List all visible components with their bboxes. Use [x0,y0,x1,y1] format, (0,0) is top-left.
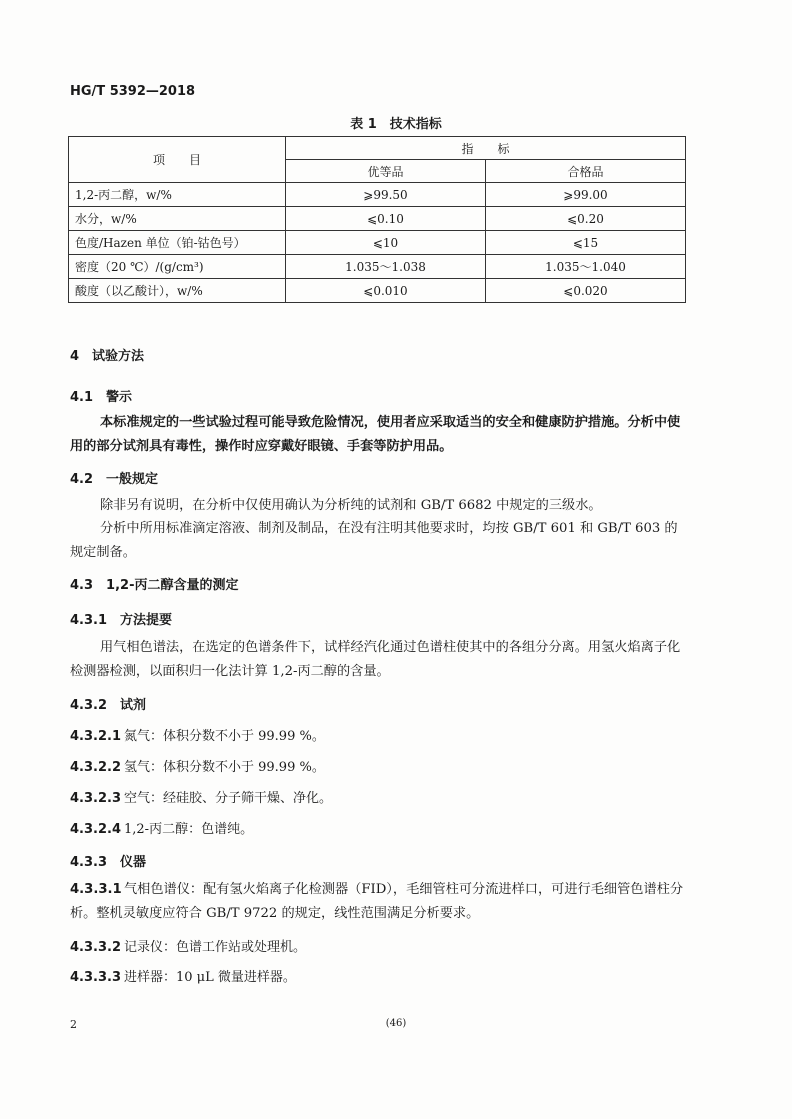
item-number: 4.3.3.1 [70,882,122,897]
table-row [69,255,686,279]
section-title: 警示 [106,390,133,405]
row-item: 密度（20 ℃）/(g/cm³) [69,255,286,279]
section-title: 1,2-丙二醇含量的测定 [106,578,239,593]
reagent-item [70,756,325,775]
instrument-item [70,878,690,926]
table-row [69,207,686,231]
col-header-grade2: 合格品 [486,160,686,183]
page-number: 2 [70,1018,77,1031]
section-number: 4.3 [70,578,94,593]
page-center-mark: (46) [385,1018,407,1029]
row-grade1: 1.035～1.038 [286,255,486,279]
instrument-item [70,936,306,955]
item-text: 氮气：体积分数不小于 99.99 %。 [124,729,325,744]
item-text: 空气：经硅胶、分子筛干燥、净化。 [124,791,333,806]
section-title: 仪器 [120,855,147,870]
section-number: 4.1 [70,390,94,405]
section-4-3-2-heading [70,694,146,713]
method-summary-paragraph: 用气相色谱法，在选定的色谱条件下，试样经汽化通过色谱柱使其中的各组分分离。用氢火焰离子化检测器检测，以面积归一化法计算 1,2-丙二醇的含量。 [70,640,681,679]
section-4-1-heading [70,386,132,405]
row-grade1: ⩽10 [286,231,486,255]
reagent-item [70,787,332,806]
section-4-3-3-heading [70,851,146,870]
row-item: 酸度（以乙酸计），w/% [69,279,286,303]
reagent-item [70,818,253,837]
row-grade1: ⩽0.10 [286,207,486,231]
general-paragraph-1: 除非另有说明，在分析中仅使用确认为分析纯的试剂和 GB/T 6682 中规定的三级水。 [100,498,602,513]
instrument-item [70,966,296,985]
row-grade2: ⩽0.020 [486,279,686,303]
table-row [69,279,686,303]
row-grade1: ⩽0.010 [286,279,486,303]
section-number: 4.3.3 [70,855,108,870]
col-header-indicator: 指 标 [286,137,686,160]
item-text: 1,2-丙二醇：色谱纯。 [124,822,254,837]
row-grade2: 1.035～1.040 [486,255,686,279]
item-number: 4.3.2.3 [70,791,121,806]
section-4-3-1-heading [70,609,172,628]
row-grade2: ⩽15 [486,231,686,255]
reagent-item [70,725,325,744]
section-title: 方法提要 [120,613,173,628]
col-header-item: 项 目 [69,137,286,183]
table-title: 表 1 技术指标 [350,117,442,132]
item-number: 4.3.2.4 [70,822,121,837]
item-text: 记录仪：色谱工作站或处理机。 [124,940,307,955]
section-4-3-heading [70,574,238,593]
item-text: 氢气：体积分数不小于 99.99 %。 [124,760,325,775]
item-number: 4.3.2.1 [70,729,121,744]
row-item: 水分，w/% [69,207,286,231]
section-title: 一般规定 [106,472,159,487]
item-text: 气相色谱仪：配有氢火焰离子化检测器（FID），毛细管柱可分流进样口，可进行毛细管色谱柱分析。整机灵敏度应符合 GB/T 9722 的规定，线性范围满足分析要求。 [70,882,684,921]
spec-table [68,136,686,303]
col-header-grade1: 优等品 [286,160,486,183]
row-grade1: ⩾99.50 [286,183,486,207]
section-number: 4.3.1 [70,613,108,628]
table-row [69,231,686,255]
row-grade2: ⩽0.20 [486,207,686,231]
section-title: 试剂 [120,698,147,713]
item-number: 4.3.3.3 [70,970,121,985]
row-grade2: ⩾99.00 [486,183,686,207]
warning-paragraph: 本标准规定的一些试验过程可能导致危险情况，使用者应采取适当的安全和健康防护措施。分析中使用的部分试剂具有毒性，操作时应穿戴好眼镜、手套等防护用品。 [70,415,681,454]
section-4-2-heading [70,468,158,487]
item-number: 4.3.2.2 [70,760,121,775]
section-number: 4.3.2 [70,698,108,713]
section-4-heading: 4 试验方法 [70,349,145,364]
section-number: 4.2 [70,472,94,487]
row-item: 1,2-丙二醇，w/% [69,183,286,207]
standard-code: HG/T 5392—2018 [70,84,196,99]
general-paragraph-2: 分析中所用标准滴定溶液、制剂及制品，在没有注明其他要求时，均按 GB/T 601 和 GB/T 603 的规定制备。 [70,521,678,560]
table-row [69,183,686,207]
item-text: 进样器：10 μL 微量进样器。 [124,970,296,985]
item-number: 4.3.3.2 [70,940,121,955]
row-item: 色度/Hazen 单位（铂-钴色号） [69,231,286,255]
